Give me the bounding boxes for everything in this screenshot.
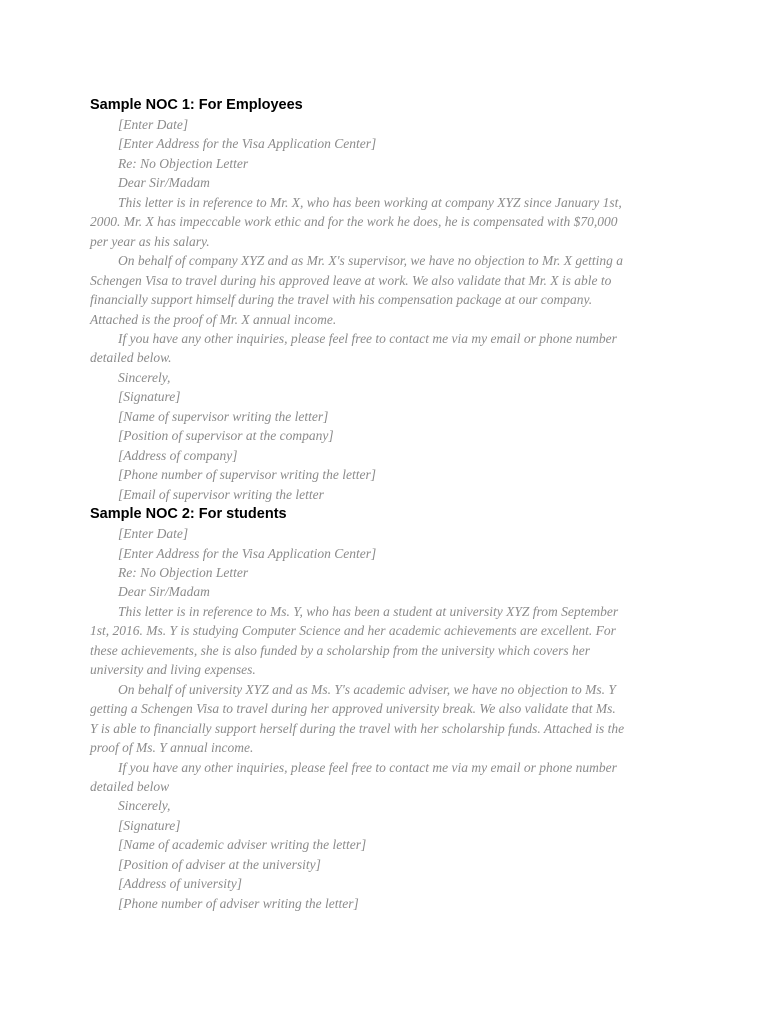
email-placeholder: [Email of supervisor writing the letter bbox=[118, 486, 324, 502]
salutation: Dear Sir/Madam bbox=[118, 584, 210, 600]
university-address-placeholder: [Address of university] bbox=[118, 876, 242, 892]
body-paragraph bbox=[90, 680, 680, 758]
position-placeholder: [Position of supervisor at the company] bbox=[118, 428, 334, 444]
position-placeholder: [Position of adviser at the university] bbox=[118, 856, 321, 872]
salutation: Dear Sir/Madam bbox=[118, 175, 210, 191]
document-page bbox=[90, 95, 680, 913]
closing-line: Sincerely, bbox=[118, 369, 171, 385]
paragraph-line: university and living expenses. bbox=[90, 662, 256, 678]
section-heading: Sample NOC 1: For Employees bbox=[90, 97, 303, 113]
paragraph-line: these achievements, she is also funded by a scholarship from the university which covers her bbox=[90, 642, 591, 658]
paragraph-line: getting a Schengen Visa to travel during her approved university break. We also validate that Ms. bbox=[90, 701, 616, 717]
name-placeholder: [Name of supervisor writing the letter] bbox=[118, 408, 329, 424]
section-employees bbox=[90, 95, 680, 504]
subject-line: Re: No Objection Letter bbox=[118, 155, 249, 171]
address-placeholder: [Enter Address for the Visa Application Center] bbox=[118, 545, 377, 561]
signature-placeholder: [Signature] bbox=[118, 389, 181, 405]
name-placeholder: [Name of academic adviser writing the letter] bbox=[118, 837, 367, 853]
paragraph-line: per year as his salary. bbox=[90, 233, 210, 249]
paragraph-line: detailed below. bbox=[90, 350, 172, 366]
paragraph-line: Attached is the proof of Mr. X annual income. bbox=[90, 311, 337, 327]
paragraph-line: On behalf of company XYZ and as Mr. X's supervisor, we have no objection to Mr. X getting a bbox=[118, 253, 623, 269]
section-students bbox=[90, 504, 680, 913]
date-placeholder: [Enter Date] bbox=[118, 526, 189, 542]
paragraph-line: Schengen Visa to travel during his approved leave at work. We also validate that Mr. X is able to bbox=[90, 272, 612, 288]
paragraph-line: proof of Ms. Y annual income. bbox=[90, 740, 254, 756]
body-paragraph bbox=[90, 193, 680, 251]
paragraph-line: detailed below bbox=[90, 778, 170, 794]
phone-placeholder: [Phone number of adviser writing the letter] bbox=[118, 895, 359, 911]
body-paragraph bbox=[90, 251, 680, 329]
date-placeholder: [Enter Date] bbox=[118, 117, 189, 132]
closing-line: Sincerely, bbox=[118, 798, 171, 814]
body-paragraph bbox=[90, 602, 680, 680]
company-address-placeholder: [Address of company] bbox=[118, 447, 238, 463]
subject-line: Re: No Objection Letter bbox=[118, 564, 249, 580]
paragraph-line: Y is able to financially support herself during the travel with her scholarship funds. Attached is the bbox=[90, 720, 625, 736]
paragraph-line: 1st, 2016. Ms. Y is studying Computer Science and her academic achievements are excellent. For bbox=[90, 623, 616, 639]
paragraph-line: 2000. Mr. X has impeccable work ethic and for the work he does, he is compensated with $70,000 bbox=[90, 214, 618, 230]
paragraph-line: If you have any other inquiries, please feel free to contact me via my email or phone number bbox=[118, 330, 617, 346]
paragraph-line: On behalf of university XYZ and as Ms. Y's academic adviser, we have no objection to Ms. Y bbox=[118, 681, 616, 697]
paragraph-line: This letter is in reference to Mr. X, who has been working at company XYZ since January 1st, bbox=[118, 194, 622, 210]
section-heading: Sample NOC 2: For students bbox=[90, 506, 287, 523]
paragraph-line: If you have any other inquiries, please feel free to contact me via my email or phone number bbox=[118, 759, 617, 775]
body-paragraph bbox=[90, 329, 680, 368]
paragraph-line: This letter is in reference to Ms. Y, who has been a student at university XYZ from September bbox=[118, 603, 619, 619]
address-placeholder: [Enter Address for the Visa Application Center] bbox=[118, 136, 377, 152]
phone-placeholder: [Phone number of supervisor writing the letter] bbox=[118, 467, 376, 483]
body-paragraph bbox=[90, 758, 680, 797]
paragraph-line: financially support himself during the travel with his compensation package at our company. bbox=[90, 292, 593, 308]
signature-placeholder: [Signature] bbox=[118, 817, 181, 833]
